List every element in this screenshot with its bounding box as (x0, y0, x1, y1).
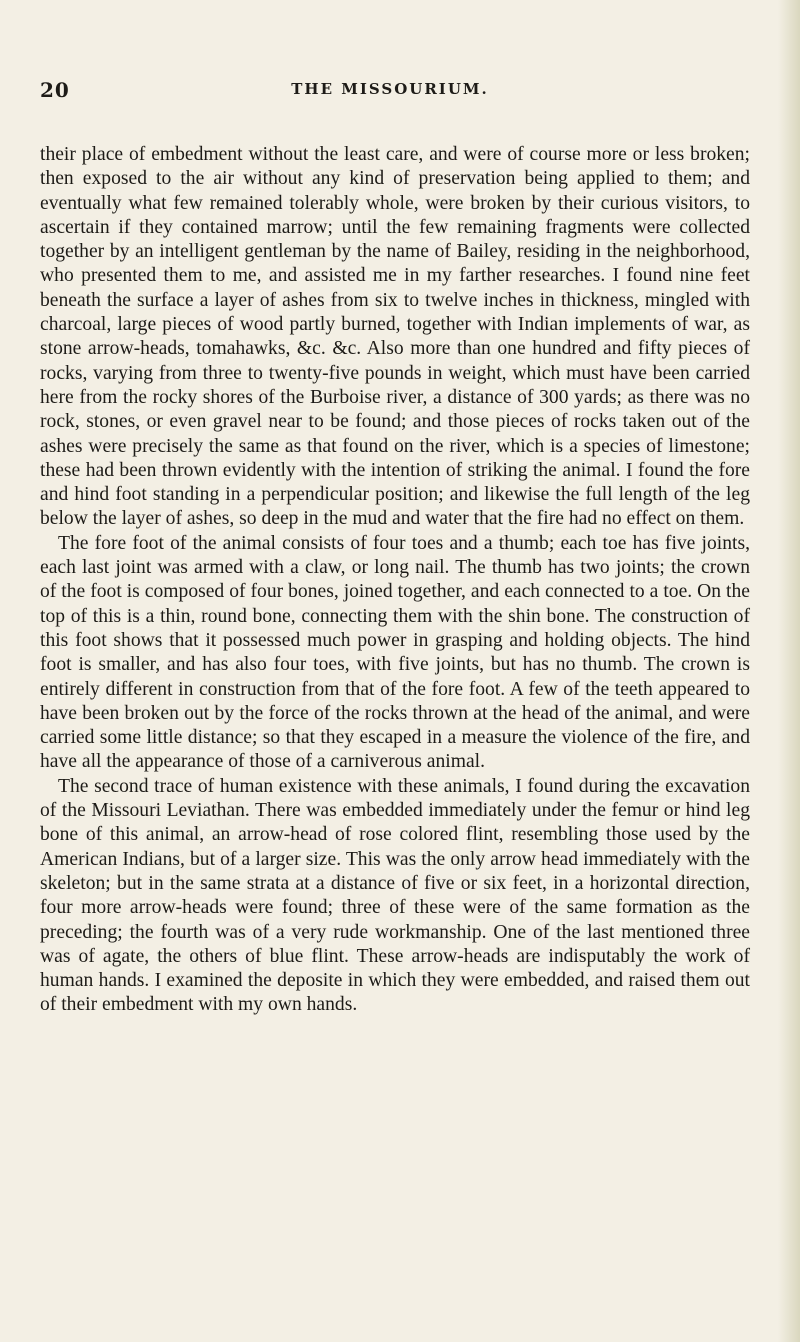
running-title: THE MISSOURIUM. (291, 80, 489, 98)
paragraph: The second trace of human existence with these animals, I found during the excavation of the Missouri Leviathan. There was embedded immediately under the femur or hind leg bone of this animal, an arrow-head of rose colored flint, resembling those used by the American Indians, but of a larger size. This was the only arrow head immediately with the skeleton; but in the same strata at a distance of five or six feet, in a horizontal direction, four more arrow-heads were found; three of these were of the same formation as the preceding; the fourth was of a very rude workmanship. One of the last mentioned three was of agate, the others of blue flint. These arrow-heads are indisputably the work of human hands. I examined the deposite in which they were embedded, and raised them out of their embedment with my own hands. (40, 775, 750, 1016)
paragraph: their place of embedment without the least care, and were of course more or less broken; then exposed to the air without any kind of preservation being applied to them; and eventually what few remained tolerably whole, were broken by their curious visitors, to ascertain if they contained marrow; until the few remaining fragments were collected together by an intelligent gentleman by the name of Bailey, residing in the neighborhood, who presented them to me, and assisted me in my farther researches. I found nine feet beneath the surface a layer of ashes from six to twelve inches in thickness, mingled with charcoal, large pieces of wood partly burned, together with Indian implements of war, as stone arrow-heads, tomahawks, &c. &c. Also more than one hundred and fifty pieces of rocks, varying from three to twenty-five pounds in weight, which must have been carried here from the rocky shores of the Burboise river, a distance of 300 yards; as there was no rock, stones, or even gravel near to be found; and those pieces of rocks taken out of the ashes were precisely the same as that found on the river, which is a species of limestone; these had been thrown evidently with the intention of striking the animal. I found the fore and hind foot standing in a perpendicular position; and likewise the full length of the leg below the layer of ashes, so deep in the mud and water that the fire had no effect on them. (40, 144, 750, 530)
page-number: 20 (40, 78, 70, 102)
page-edge-shadow (778, 0, 800, 1342)
body-text (40, 143, 750, 1018)
paragraph: The fore foot of the animal consists of four toes and a thumb; each toe has five joints, each last joint was armed with a claw, or long nail. The thumb has two joints; the crown of the foot is composed of four bones, joined together, and each connected to a toe. On the top of this is a thin, round bone, connecting them with the shin bone. The construction of this foot shows that it possessed much power in grasping and holding objects. The hind foot is smaller, and has also four toes, with five joints, but has no thumb. The crown is entirely different in construction from that of the fore foot. A few of the teeth appeared to have been broken out by the force of the rocks thrown at the head of the animal, and were carried some little distance; so that they escaped in a measure the violence of the fire, and have all the appearance of those of a carniverous animal. (40, 532, 750, 773)
page-header (40, 78, 740, 106)
